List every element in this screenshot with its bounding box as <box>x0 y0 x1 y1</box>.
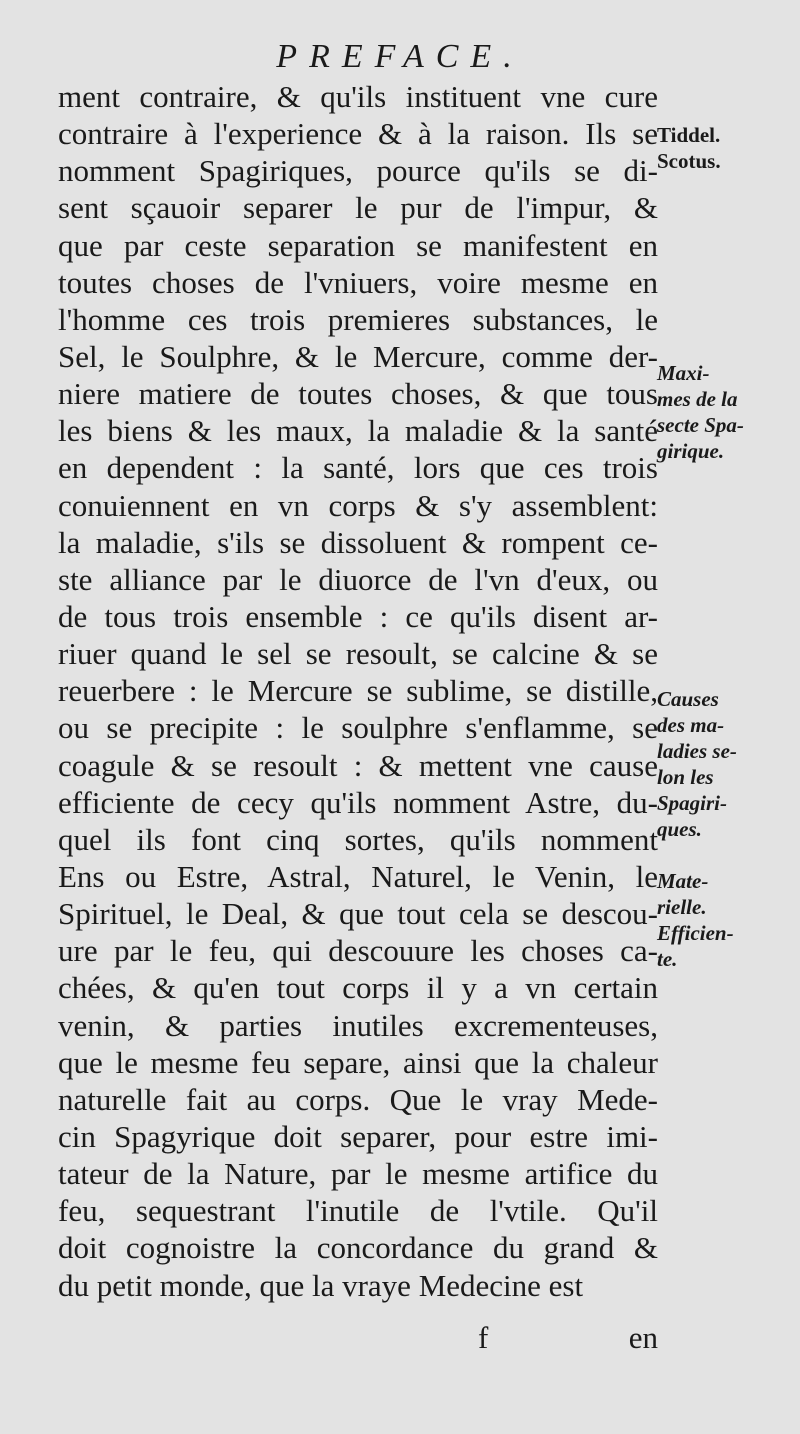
margin-note-materielle <box>657 868 800 972</box>
text-line: contraire à l'experience & à la raison. Ils se <box>58 116 658 152</box>
text-line: de tous trois ensemble : ce qu'ils disent ar- <box>58 598 658 634</box>
margin-note-line: Maxi- <box>657 361 710 385</box>
text-line: conuiennent en vn corps & s'y assemblent: <box>58 487 658 523</box>
margin-note-maximes <box>657 360 800 464</box>
text-line: doit cognoistre la concordance du grand & <box>58 1230 658 1266</box>
signature-mark: f <box>478 1320 489 1355</box>
margin-notes <box>657 0 800 1434</box>
body-text <box>58 78 658 1304</box>
text-line: niere matiere de toutes choses, & que tous <box>58 376 658 412</box>
text-line: coagule & se resoult : & mettent vne cause <box>58 747 658 783</box>
text-line: que le mesme feu separe, ainsi que la chaleur <box>58 1044 658 1080</box>
text-line: ment contraire, & qu'ils instituent vne cure <box>58 79 658 114</box>
margin-note-line: secte Spa- <box>657 413 744 437</box>
text-line: sent sçauoir separer le pur de l'impur, & <box>58 190 658 226</box>
margin-note-line: ladies se- <box>657 739 737 763</box>
text-line: Ens ou Estre, Astral, Naturel, le Venin, le <box>58 858 658 894</box>
margin-note-line: Efficien- <box>657 921 734 945</box>
text-line: cin Spagyrique doit separer, pour estre imi- <box>58 1118 658 1154</box>
page-footer <box>58 1320 658 1360</box>
margin-note-line: te. <box>657 947 678 971</box>
margin-note-causes <box>657 686 800 842</box>
text-line: riuer quand le sel se resoult, se calcine & se <box>58 636 658 672</box>
text-line: naturelle fait au corps. Que le vray Mede- <box>58 1081 658 1117</box>
text-line: les biens & les maux, la maladie & la santé <box>58 413 658 449</box>
text-line: tateur de la Nature, par le mesme artifice du <box>58 1156 658 1192</box>
margin-note-authors <box>657 122 800 174</box>
margin-note-line: Spagiri- <box>657 791 728 815</box>
margin-note-line: Causes <box>657 687 719 711</box>
text-line: que par ceste separation se manifestent en <box>58 227 658 263</box>
margin-note-line: mes de la <box>657 387 738 411</box>
text-line: la maladie, s'ils se dissoluent & rompent ce- <box>58 524 658 560</box>
text-line: venin, & parties inutiles excrementeuses, <box>58 1007 658 1043</box>
margin-note-line: girique. <box>657 439 725 463</box>
text-line: quel ils font cinq sortes, qu'ils nomment <box>58 821 658 857</box>
catchword: en <box>628 1320 658 1355</box>
margin-note-line: Scotus. <box>657 149 721 173</box>
margin-note-line: lon les <box>657 765 714 789</box>
margin-note-line: Tiddel. <box>657 123 721 147</box>
text-line: toutes choses de l'vniuers, voire mesme en <box>58 264 658 300</box>
text-line: chées, & qu'en tout corps il y a vn certain <box>58 970 658 1006</box>
margin-note-line: rielle. <box>657 895 707 919</box>
text-line: reuerbere : le Mercure se sublime, se distille, <box>58 673 658 709</box>
text-line: nomment Spagiriques, pource qu'ils se di- <box>58 153 658 189</box>
text-line: ste alliance par le diuorce de l'vn d'eux, ou <box>58 561 658 597</box>
text-line: Sel, le Soulphre, & le Mercure, comme der- <box>58 338 658 374</box>
text-line: Spirituel, le Deal, & que tout cela se descou- <box>58 896 658 932</box>
running-header: PREFACE. <box>276 38 524 75</box>
text-line: feu, sequestrant l'inutile de l'vtile. Qu'il <box>58 1193 658 1229</box>
text-line: du petit monde, que la vraye Medecine est <box>58 1267 584 1303</box>
text-line: l'homme ces trois premieres substances, le <box>58 301 658 337</box>
margin-note-line: des ma- <box>657 713 725 737</box>
text-line: ou se precipite : le soulphre s'enflamme, se <box>58 710 658 746</box>
margin-note-line: ques. <box>657 817 702 841</box>
text-line: efficiente de cecy qu'ils nomment Astre, du- <box>58 784 658 820</box>
text-line: ure par le feu, qui descouure les choses ca- <box>58 933 658 969</box>
text-line: en dependent : la santé, lors que ces trois <box>58 450 658 486</box>
margin-note-line: Mate- <box>657 869 709 893</box>
